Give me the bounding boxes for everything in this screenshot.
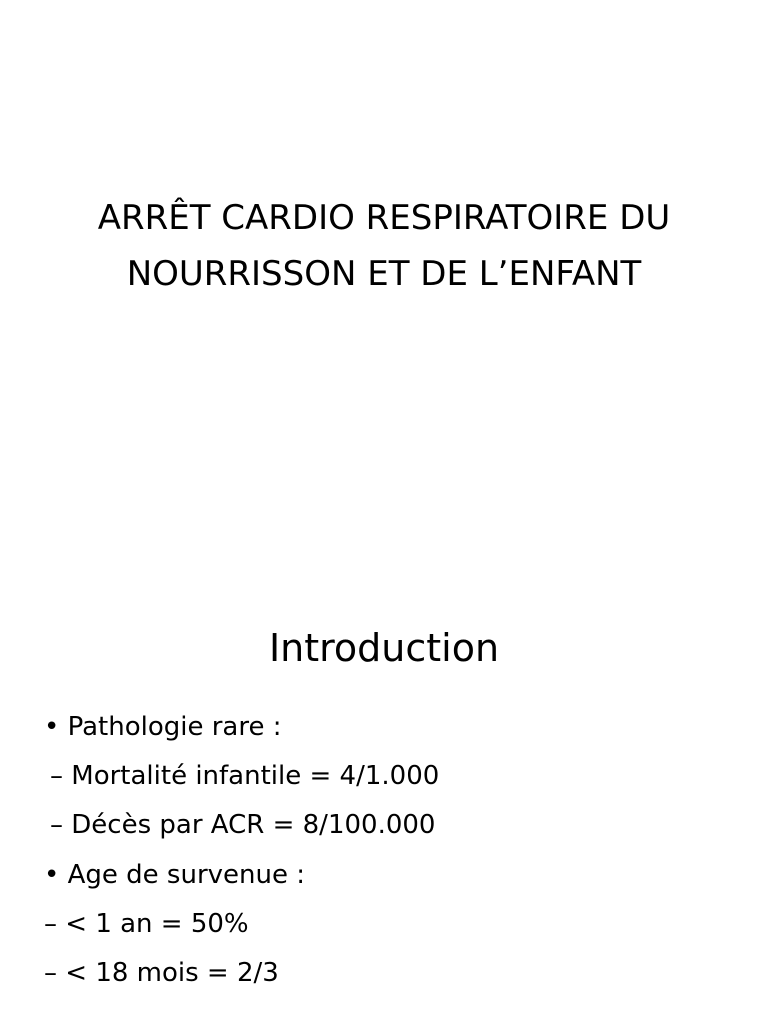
- sub-bullet-item: – Décès par ACR = 8/100.000: [50, 810, 436, 840]
- slide-title: [20, 190, 748, 302]
- bullet-item: • Pathologie rare :: [44, 712, 282, 742]
- sub-bullet-item: – Mortalité infantile = 4/1.000: [50, 761, 440, 791]
- title-line-2: NOURRISSON ET DE L’ENFANT: [126, 254, 642, 294]
- title-line-1: ARRÊT CARDIO RESPIRATOIRE DU: [97, 198, 671, 238]
- introduction-slide: [0, 576, 768, 1024]
- bullet-item: • Age de survenue :: [44, 860, 305, 890]
- sub-bullet-item: – < 1 an = 50%: [44, 909, 249, 939]
- slide-heading: Introduction: [268, 626, 500, 670]
- sub-bullet-item: – < 18 mois = 2/3: [44, 958, 279, 988]
